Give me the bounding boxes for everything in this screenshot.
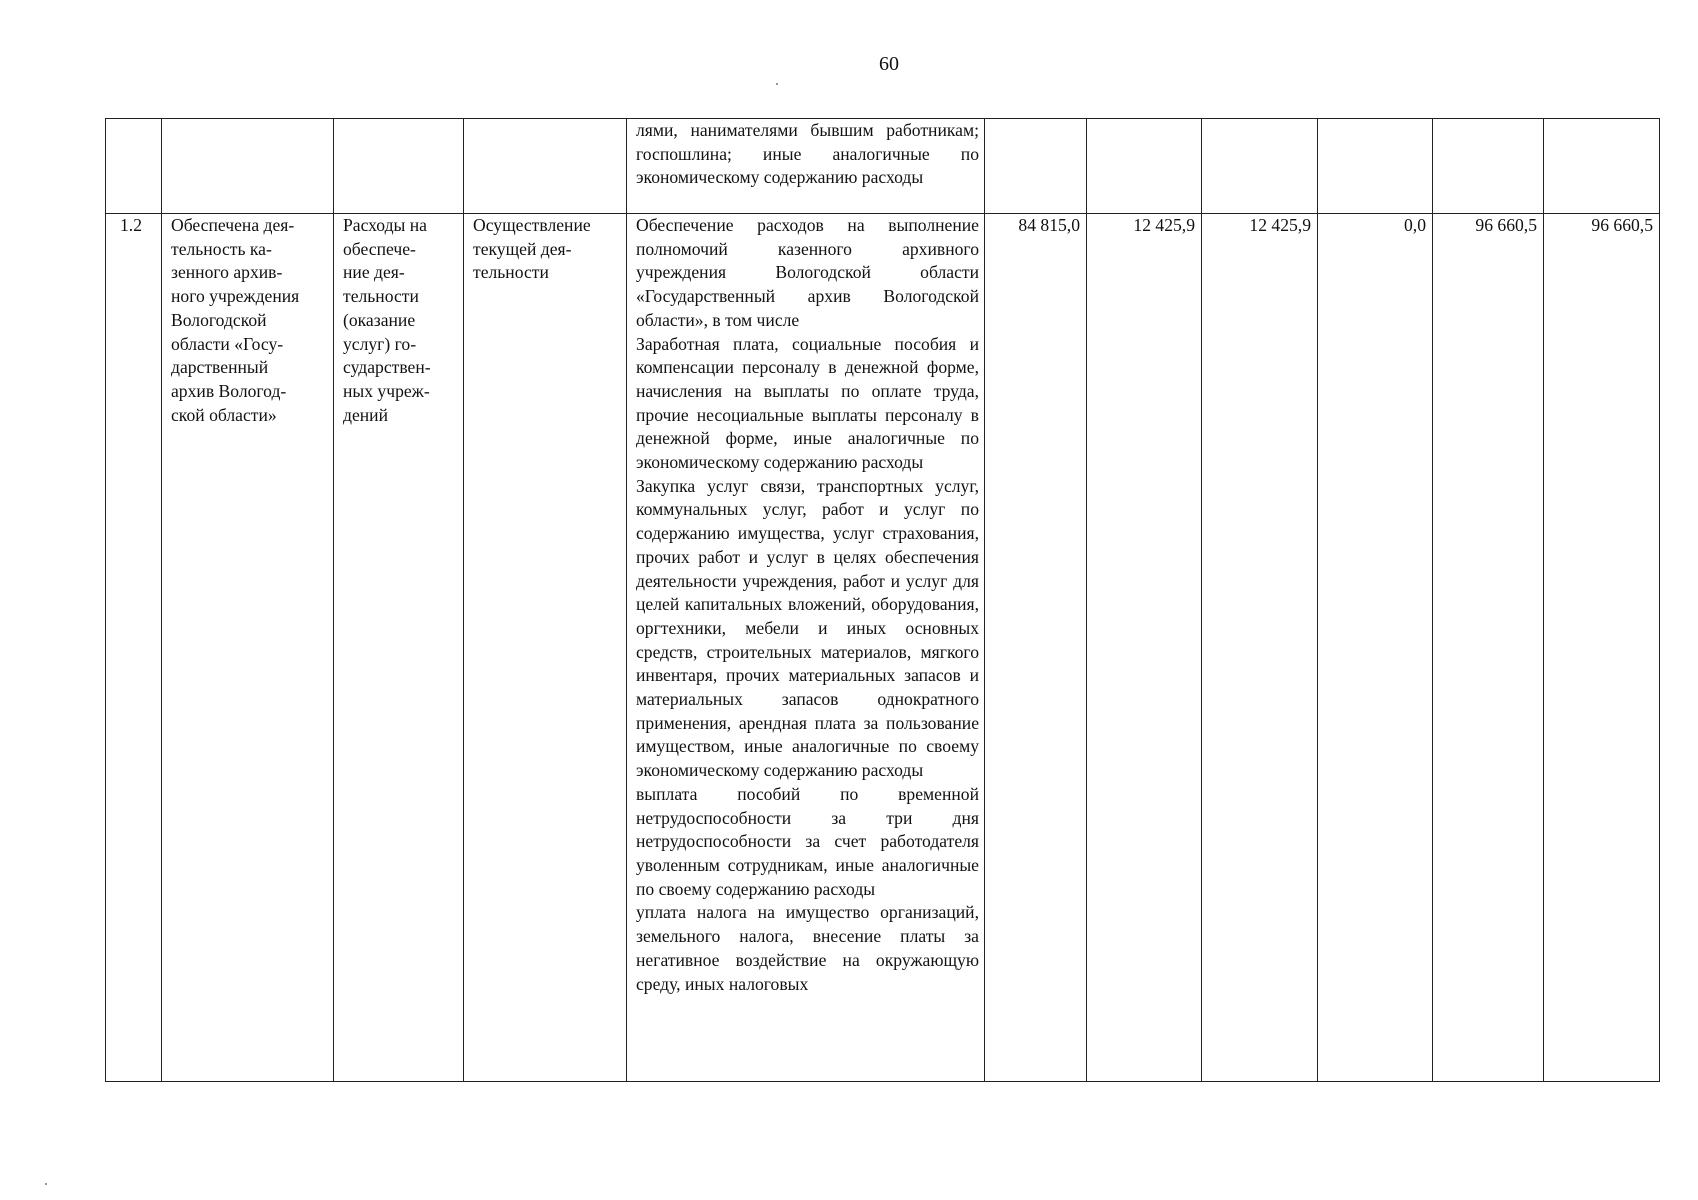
value-6: 96 660,5 (1591, 215, 1653, 235)
description-sick-pay: выплата пособий по временной нетрудоспособности за три дня нетрудоспособности за счет работодателя уволенным сотрудникам, иные аналогичные по своему содержанию расходы (636, 783, 979, 899)
cell-expense-type (334, 119, 464, 214)
cell-description (627, 119, 985, 214)
page-number: 60 (879, 53, 899, 75)
row-index: 1.2 (120, 215, 142, 235)
cell-value (1318, 119, 1433, 214)
cell-result (162, 119, 334, 214)
cell-value (1202, 119, 1318, 214)
table-row-continuation (106, 119, 1660, 214)
cell-value (1544, 214, 1660, 1082)
cell-value (985, 214, 1087, 1082)
cell-index (106, 119, 162, 214)
cell-value (1318, 214, 1433, 1082)
description-salary: Заработная плата, социальные пособия и компенсации персоналу в денежной форме, начисления на выплаты по оплате труда, прочие несоциальные выплаты персоналу в денежной форме, иные аналогичные по экономическому содержанию расходы (636, 333, 979, 473)
budget-table (105, 118, 1660, 1082)
value-5: 96 660,5 (1475, 215, 1537, 235)
cell-expense-type (334, 214, 464, 1082)
value-3: 12 425,9 (1249, 215, 1311, 235)
cell-index (106, 214, 162, 1082)
cell-value (985, 119, 1087, 214)
description-continuation: лями, нанимателями бывшим работникам; госпошлина; иные аналогичные по экономическому содержанию расходы (636, 120, 979, 188)
scan-speck (776, 83, 778, 85)
cell-value (1087, 119, 1202, 214)
activity-text: Осуществление текущей дея- тельности (473, 215, 591, 283)
cell-value (1433, 119, 1544, 214)
scan-speck (45, 1183, 47, 1185)
table-row-1-2 (106, 214, 1660, 1082)
value-1: 84 815,0 (1018, 215, 1080, 235)
cell-activity (464, 119, 627, 214)
result-text: Обеспечена дея- тельность ка- зенного архив- ного учреждения Вологодской области «Госу- дарственный архив Вологод- ской области» (171, 215, 300, 425)
cell-value (1087, 214, 1202, 1082)
expense-type-text: Расходы на обеспече- ние дея- тельности (оказание услуг) го- сударствен- ных учреж- дений (343, 215, 431, 425)
cell-result (162, 214, 334, 1082)
value-2: 12 425,9 (1133, 215, 1195, 235)
cell-value (1433, 214, 1544, 1082)
cell-description (627, 214, 985, 1082)
cell-activity (464, 214, 627, 1082)
description-procurement: Закупка услуг связи, транспортных услуг, коммунальных услуг, работ и услуг по содержанию имущества, услуг страхования, прочих работ и услуг в целях обеспечения деятельности учреждения, работ и услуг для целей капитальных вложений, оборудования, оргтехники, мебели и иных основных средств, строительных материалов, мягкого инвентаря, прочих материальных запасов и материальных запасов однократного применения, арендная плата за пользование имуществом, иные аналогичные по своему экономическому содержанию расходы (636, 475, 979, 781)
description-taxes: уплата налога на имущество организаций, земельного налога, внесение платы за негативное воздействие на окружающую среду, иных налоговых (636, 902, 979, 994)
cell-value (1544, 119, 1660, 214)
cell-value (1202, 214, 1318, 1082)
description-intro: Обеспечение расходов на выполнение полномочий казенного архивного учреждения Вологодской области «Государственный архив Вологодской области», в том числе (636, 215, 979, 330)
value-4: 0,0 (1404, 215, 1426, 235)
